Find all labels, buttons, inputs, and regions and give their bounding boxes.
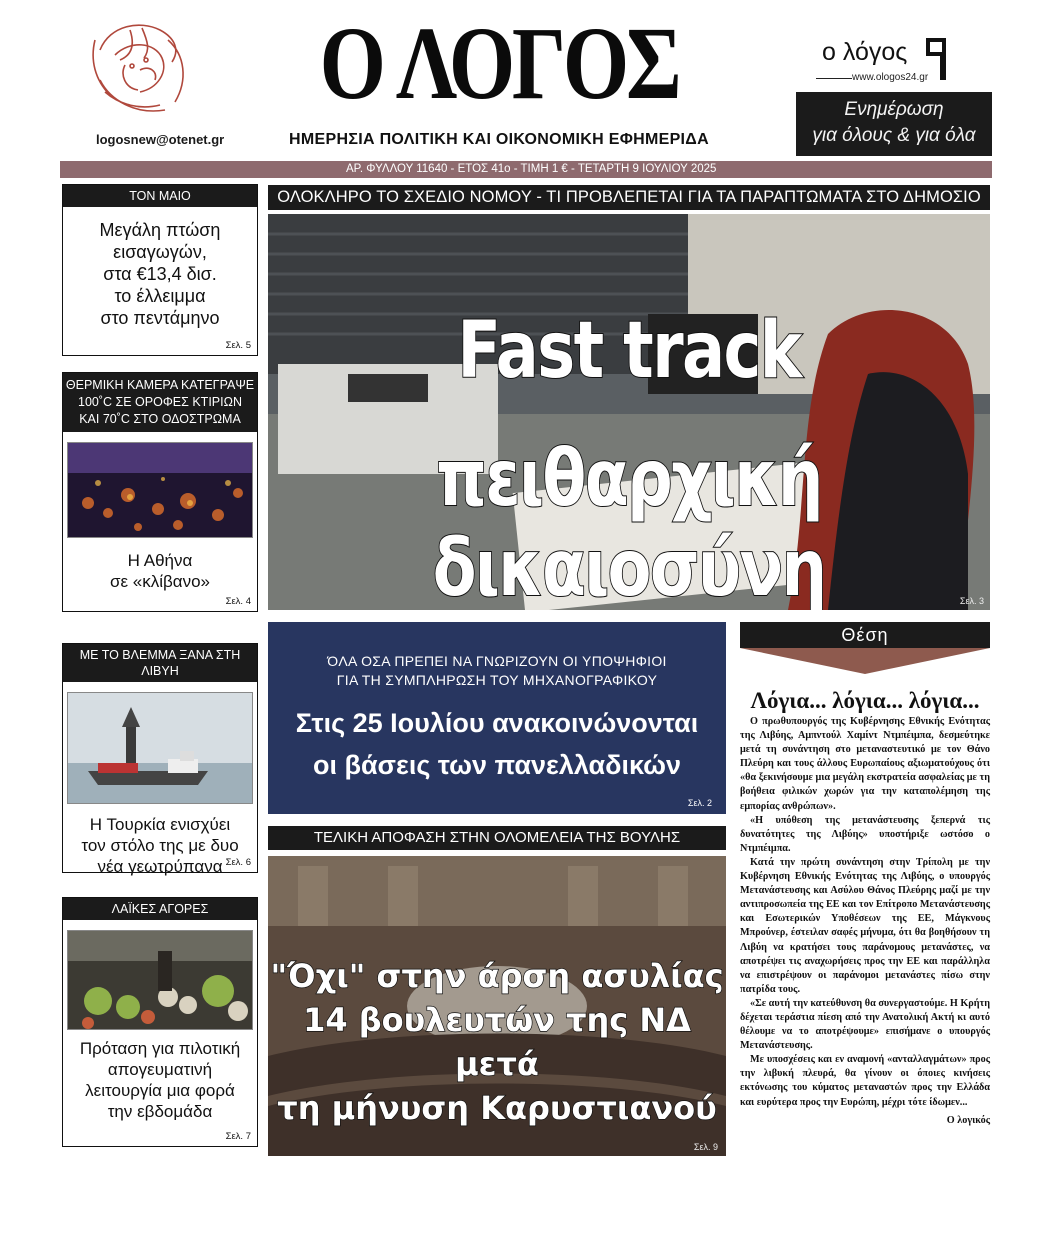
side-page-ref: Σελ. 7 [225,1131,251,1142]
masthead-email[interactable]: logosnew@otenet.gr [96,132,225,147]
side-story-text [63,1038,257,1122]
side-story-turkey[interactable] [62,643,258,876]
side-story-heat[interactable] [62,372,258,612]
exams-page-ref: Σελ. 2 [687,798,712,808]
motto-box [796,92,992,156]
brand-logo-text: ο λόγος [822,38,908,66]
opinion-paragraph: «Η υπόθεση της μετανάστευσης ξεπερνά τις δυνατότητες της Λιβύης» υποστήριξε ωστόσο ο Ντμπέιμπα. [740,814,990,854]
exams-kicker-line: ΌΛΑ ΟΣΑ ΠΡΕΠΕΙ ΝΑ ΓΝΩΡΙΖΟΥΝ ΟΙ ΥΠΟΨΗΦΙΟΙ [327,653,667,669]
exams-headline [268,702,726,786]
side-line: εισαγωγών, [113,242,207,262]
side-line: το έλλειμμα [114,286,206,306]
brand-url[interactable]: www.ologos24.gr [852,72,929,83]
issue-info-bar [60,161,992,178]
side-page-ref: Σελ. 4 [225,596,251,607]
side-line: Η Τουρκία ενισχύει [89,815,231,834]
opinion-paragraph: Ο πρωθυπουργός της Κυβέρνησης Εθνικής Ενότητας της Λιβύης, Αμπντούλ Χαμίντ Ντμπέιμπα, δεσμεύτηκε μετά τη συνάντηση στο μεταναστευτικό με τον Θάνο Πλεύρη και τους άλλους Ευρωπαίους αξιωματούχους ότι «θα ξεκινήσουμε μια μεγάλη εκστρατεία ασφαλείας με τη βοήθεια φιλικών χωρών για την καταπολέμηση της εμπορίας ανθρώπων». [740,716,990,812]
exams-headline-line: Στις 25 Ιουλίου ανακοινώνονται [295,708,699,738]
issue-info-text: ΑΡ. ΦΥΛΛΟΥ 11640 - ΕΤΟΣ 41ο - ΤΙΜΗ 1 € - ΤΕΤΑΡΤΗ 9 ΙΟΥΛΙΟΥ 2025 [346,163,717,175]
side-story-text [63,219,257,329]
market-image [67,930,253,1030]
opinion-title: Λόγια... λόγια... λόγια... [750,688,980,713]
side-head-line: 100˚C ΣΕ ΟΡΟΦΕΣ ΚΤΙΡΙΩΝ [78,395,242,409]
exams-kicker-line: ΓΙΑ ΤΗ ΣΥΜΠΛΗΡΩΣΗ ΤΟΥ ΜΗΧΑΝΟΓΡΑΦΙΚΟΥ [336,672,658,688]
exams-headline-line: οι βάσεις των πανελλαδικών [312,750,682,780]
newspaper-subtitle: ΗΜΕΡΗΣΙΑ ΠΟΛΙΤΙΚΗ ΚΑΙ ΟΙΚΟΝΟΜΙΚΗ ΕΦΗΜΕΡΙΔΑ [289,131,709,148]
side-line: στα €13,4 δισ. [103,264,217,284]
side-page-ref: Σελ. 6 [225,857,251,868]
side-line: λειτουργία μια φορά [85,1081,235,1100]
side-story-head: ΜΕ ΤΟ ΒΛΕΜΜΑ ΞΑΝΑ ΣΤΗ ΛΙΒΥΗ [63,644,257,682]
side-story-head: ΛΑΪΚΕΣ ΑΓΟΡΕΣ [63,898,257,920]
hero-page-ref: Σελ. 3 [959,596,984,606]
brand-24-logo-icon [926,38,948,82]
side-story-text [63,550,257,592]
side-head-line: ΘΕΡΜΙΚΗ ΚΑΜΕΡΑ ΚΑΤΕΓΡΑΨΕ [65,378,255,392]
motto-line-1: Ενημέρωση [844,99,944,120]
side-line: απογευματινή [107,1060,213,1079]
side-story-markets[interactable] [62,897,258,1147]
parliament-kicker: ΤΕΛΙΚΗ ΑΠΟΦΑΣΗ ΣΤΗΝ ΟΛΟΜΕΛΕΙΑ ΤΗΣ ΒΟΥΛΗΣ [268,826,726,850]
side-story-head: ΤΟΝ ΜΑΙΟ [63,185,257,207]
hero-title-line-1: Fast track [457,306,801,396]
side-story-head [63,373,257,432]
side-line: τον στόλο της με δυο [81,836,239,855]
side-head-line: ΚΑΙ 70˚C ΣΤΟ ΟΔΟΣΤΡΩΜΑ [79,412,241,426]
opinion-arrow-icon [740,648,990,674]
exams-story[interactable] [268,622,726,814]
side-story-imports[interactable] [62,184,258,356]
parliament-story[interactable] [268,856,726,1156]
parliament-headline-line: "Όχι" στην άρση ασυλίας [270,957,724,995]
exams-kicker [268,652,726,690]
opinion-head: Θέση [740,622,990,648]
brand-divider [816,78,852,79]
parliament-headline-line: τη μήνυση Καρυστιανού [277,1089,717,1127]
parliament-headline-line: 14 βουλευτών της ΝΔ μετά [303,1001,691,1083]
opinion-paragraph: Με υποσχέσεις και εν αναμονή «ανταλλαγμάτων» προς την λιβυκή πλευρά, θα γίνουν οι όποιες κινήσεις εκτόνωσης του κύματος μεταναστών προς την Ελλάδα και ευρύτερα προς την Ευρώπη, μέχρι τότε ίδωμεν... [740,1054,990,1108]
opinion-body [740,715,990,1128]
side-line: την εβδομάδα [107,1102,213,1121]
opinion-signature: Ο λογικός [946,1114,990,1126]
side-line: Μεγάλη πτώση [99,220,221,240]
side-line: στο πεντάμηνο [100,308,220,328]
thermal-map-image [67,442,253,538]
opinion-paragraph: «Σε αυτή την κατεύθυνση θα συνεργαστούμε. Η Κρήτη δέχεται τεράστια πίεση από την Ανατολική Ακτή κι αυτό θέλουμε να το αποτρέψουμε» επισήμανε ο υπουργός Μετανάστευσης. [740,997,990,1052]
hero-story[interactable] [268,214,990,610]
side-line: νέα γεωτρύπανα [97,857,223,876]
side-line: σε «κλίβανο» [109,572,211,591]
side-line: Η Αθήνα [127,551,193,570]
side-page-ref: Σελ. 5 [225,340,251,351]
motto-line-2: για όλους & για όλα [812,125,976,146]
parliament-page-ref: Σελ. 9 [693,1142,718,1152]
drillship-image [67,692,253,804]
logo-illustration [80,10,200,130]
hero-title-line-2: πειθαρχική δικαιοσύνη [432,434,826,610]
opinion-paragraph: Κατά την πρώτη συνάντηση στην Τρίπολη με την Κυβέρνηση Εθνικής Ενότητας της Λιβύης, ο υπουργός Μετανάστευσης και Ασύλου Θάνος Πλεύρης μαζί με την αντιπροσωπεία της ΕΕ και τον Επίτροπο Μετανάστευσης και Εσωτερικών Υποθέσεων της ΕΕ, Μάγκνους Μπρούνερ, έστειλαν σαφές μήνυμα, ότι θα βοηθήσουν τη Λιβύη να κρατήσει τους παράνομους μετανάστες, να αποτρέψει τις αναχωρήσεις προς την ΕΕ και παράλληλα να επιστρέψουν οι παράνομοι μετανάστες πίσω στην πατρίδα τους. [740,856,990,995]
hero-kicker: ΟΛΟΚΛΗΡΟ ΤΟ ΣΧΕΔΙΟ ΝΟΜΟΥ - ΤΙ ΠΡΟΒΛΕΠΕΤΑΙ ΓΙΑ ΤΑ ΠΑΡΑΠΤΩΜΑΤΑ ΣΤΟ ΔΗΜΟΣΙΟ [268,185,990,210]
newspaper-title: Ο ΛΟΓΟΣ [319,6,679,121]
side-line: Πρόταση για πιλοτική [79,1039,241,1058]
parliament-headline [268,954,726,1130]
